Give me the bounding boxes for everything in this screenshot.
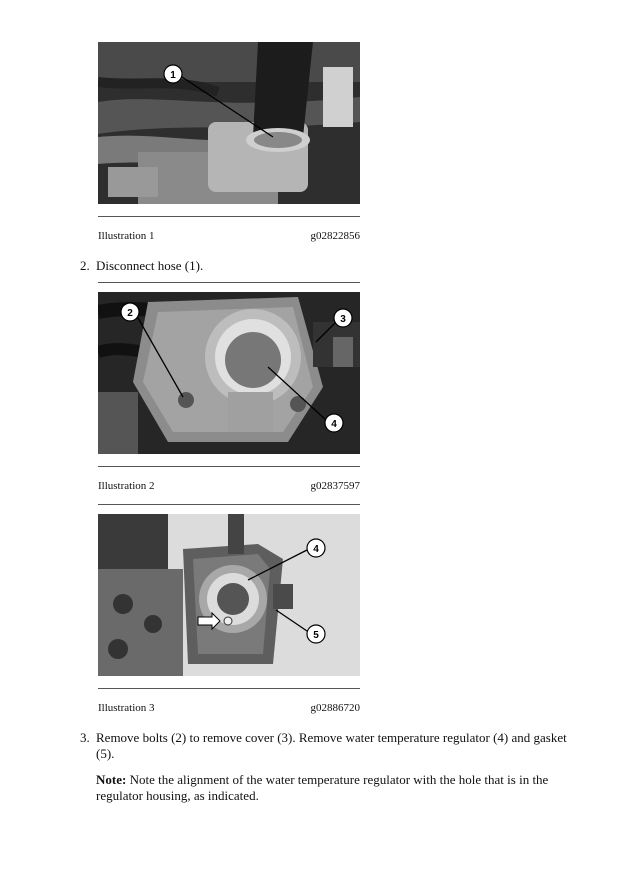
illustration-1-caption bbox=[98, 230, 360, 242]
step-3-text-line1: Remove bolts (2) to remove cover (3). Remove water temperature regulator (4) and gasket bbox=[96, 730, 567, 745]
illustration-2-photo bbox=[98, 292, 360, 454]
step-3-text-line2: (5). bbox=[96, 746, 115, 761]
illustration-3-rule bbox=[98, 688, 360, 689]
illustration-3-callout-4: 4 bbox=[313, 544, 319, 555]
illustration-3-top-rule bbox=[98, 504, 360, 505]
note-label: Note: bbox=[96, 772, 127, 787]
note-line1: Note the alignment of the water temperature regulator with the hole that is in the bbox=[126, 772, 549, 787]
illustration-1-rule bbox=[98, 216, 360, 217]
step-3-number: 3. bbox=[80, 730, 90, 745]
illustration-3-caption bbox=[98, 702, 360, 714]
illustration-1-photo bbox=[98, 42, 360, 204]
illustration-1-label: Illustration 1 bbox=[98, 230, 155, 242]
illustration-2-id: g02837597 bbox=[310, 480, 360, 492]
step-2-text: Disconnect hose (1). bbox=[96, 258, 204, 273]
illustration-2-caption bbox=[98, 480, 360, 492]
illustration-3-callout-5: 5 bbox=[313, 630, 319, 641]
illustration-2-rule bbox=[98, 466, 360, 467]
illustration-1-callout-1: 1 bbox=[170, 70, 176, 81]
illustration-2-label: Illustration 2 bbox=[98, 480, 155, 492]
illustration-2-callout-2: 2 bbox=[127, 308, 133, 319]
illustration-3-label: Illustration 3 bbox=[98, 702, 155, 714]
illustration-3-id: g02886720 bbox=[310, 702, 360, 714]
step-2-number: 2. bbox=[80, 258, 90, 273]
illustration-1-id: g02822856 bbox=[310, 230, 360, 242]
illustration-2-callout-4: 4 bbox=[331, 419, 337, 430]
illustration-3-photo bbox=[98, 514, 360, 676]
illustration-2-callout-3: 3 bbox=[340, 314, 346, 325]
step-2-rule bbox=[98, 282, 360, 283]
step-3 bbox=[80, 730, 580, 762]
note bbox=[96, 772, 566, 804]
step-2 bbox=[80, 258, 203, 274]
note-line2: regulator housing, as indicated. bbox=[96, 788, 259, 803]
